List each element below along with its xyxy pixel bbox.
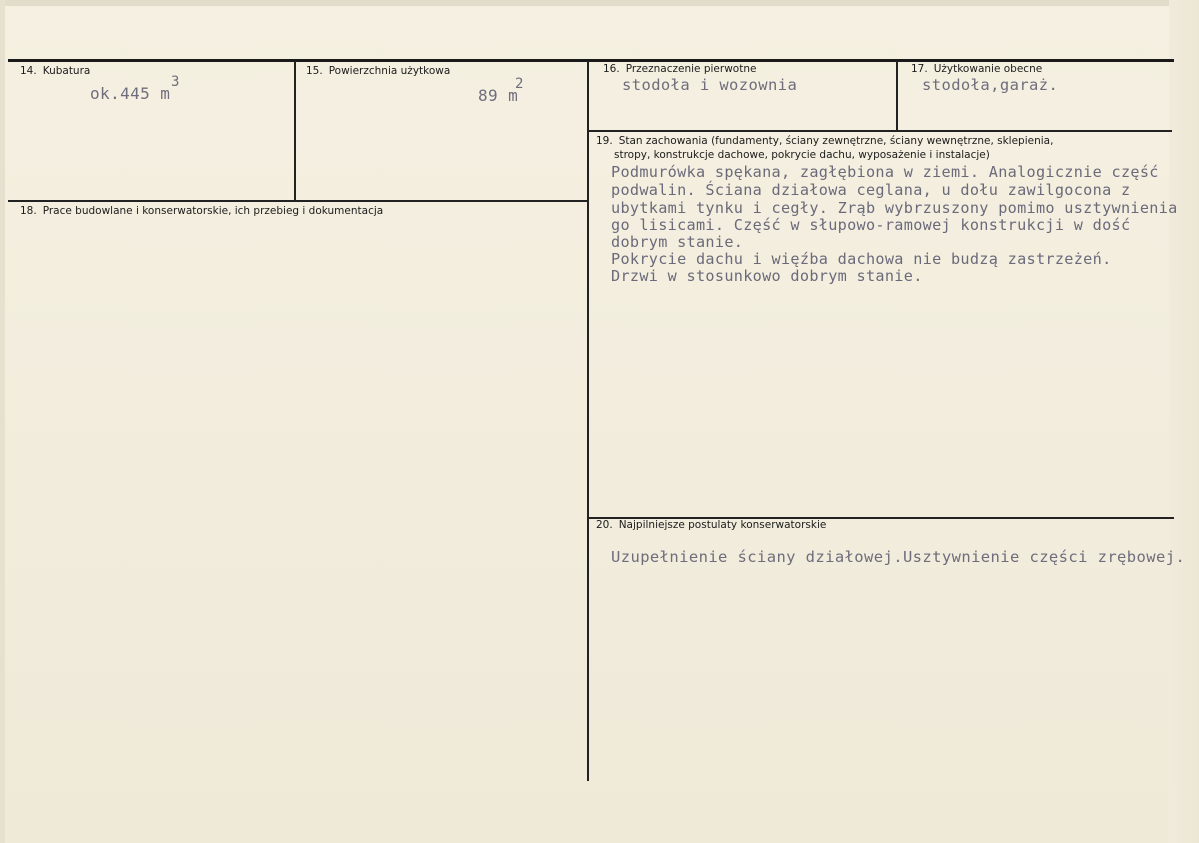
rule-below-16-17 [589, 130, 1172, 132]
field-19-label-cont: stropy, konstrukcje dachowe, pokrycie dachu, wyposażenie i instalacje) [614, 149, 990, 161]
condition-line-4: go lisicami. Część w słupowo-ramowej konstrukcji w dość [611, 216, 1131, 234]
field-14-label: 14. Kubatura [20, 65, 91, 77]
rule-below-14-15 [8, 200, 588, 202]
divider-left-right [587, 61, 589, 781]
condition-line-5: dobrym stanie. [611, 233, 744, 251]
field-15-value: 89 m [478, 86, 519, 105]
field-15-label: 15. Powierzchnia użytkowa [306, 65, 451, 77]
divider-16-17 [896, 61, 898, 131]
field-16-value: stodoła i wozownia [622, 76, 798, 94]
field-14-unit-exponent: 3 [171, 74, 180, 90]
field-20-label: 20. Najpilniejsze postulaty konserwatorskie [596, 519, 827, 531]
field-20-value: Uzupełnienie ściany działowej.Usztywnienie części zrębowej. [611, 548, 1186, 566]
field-16-label: 16. Przeznaczenie pierwotne [603, 63, 757, 75]
card-left-edge [0, 0, 5, 843]
condition-line-7: Drzwi w stosunkowo dobrym stanie. [611, 267, 923, 285]
field-15-unit-exponent: 2 [515, 76, 524, 92]
field-19-label: 19. Stan zachowania (fundamenty, ściany zewnętrzne, ściany wewnętrzne, sklepienia, [596, 135, 1054, 147]
field-17-label: 17. Użytkowanie obecne [911, 63, 1043, 75]
condition-line-1: Podmurówka spękana, zagłębiona w ziemi. Analogicznie część [611, 163, 1159, 181]
divider-14-15 [294, 61, 296, 200]
field-18-label: 18. Prace budowlane i konserwatorskie, ich przebieg i dokumentacja [20, 205, 384, 217]
condition-line-2: podwalin. Ściana działowa ceglana, u dołu zawilgocona z [611, 181, 1131, 199]
card-right-edge [1169, 0, 1199, 843]
top-rule [8, 59, 1174, 62]
field-17-value: stodoła,garaż. [922, 76, 1059, 94]
field-14-value: ok.445 m [90, 84, 171, 103]
card-top-edge [0, 0, 1199, 6]
condition-line-3: ubytkami tynku i cegły. Zrąb wybrzuszony pomimo usztywnienia [611, 199, 1178, 217]
condition-line-6: Pokrycie dachu i więźba dachowa nie budzą zastrzeżeń. [611, 250, 1112, 268]
